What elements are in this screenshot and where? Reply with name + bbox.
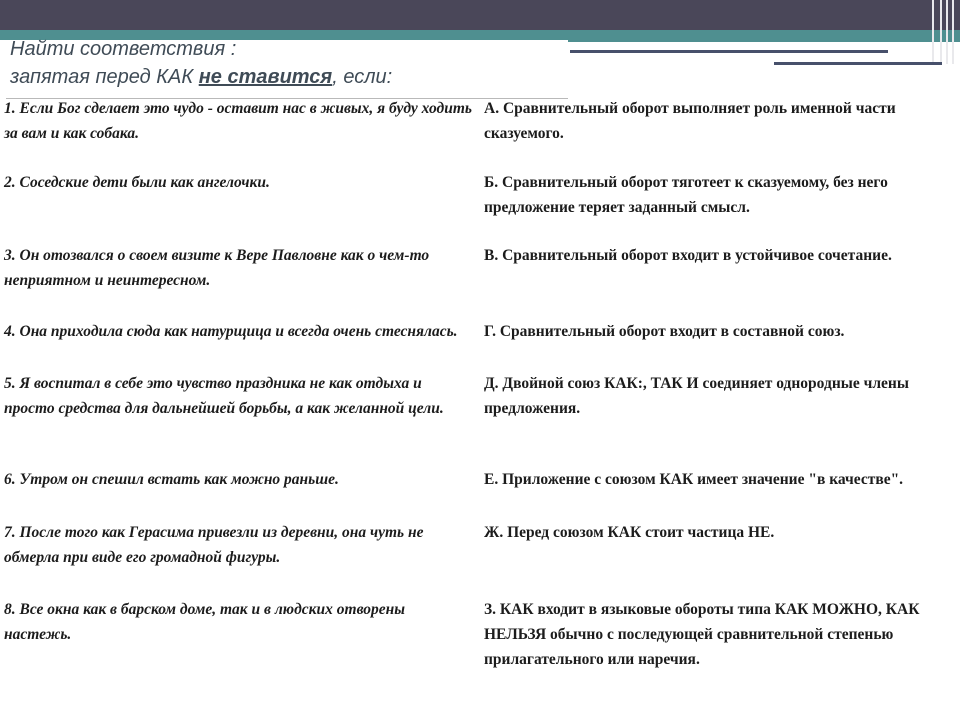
sentence-item: 6. Утром он спешил встать как можно раньше. (4, 471, 339, 488)
sentence-item: 1. Если Бог сделает это чудо - оставит нас в живых, я буду ходить за вам и как собака. (4, 100, 472, 142)
rule-item: Г. Сравнительный оборот входит в составной союз. (484, 323, 845, 340)
rule-item: А. Сравнительный оборот выполняет роль именной части сказуемого. (484, 100, 896, 142)
rule-item: В. Сравнительный оборот входит в устойчивое сочетание. (484, 247, 892, 264)
decor-stripe (940, 0, 942, 64)
subtitle-prefix: запятая перед КАК (10, 66, 199, 88)
decor-line (570, 50, 888, 53)
sentence-item: 7. После того как Герасима привезли из деревни, она чуть не обмерла при виде его громадной фигуры. (4, 524, 424, 566)
rule-item: З. КАК входит в языковые обороты типа КАК МОЖНО, КАК НЕЛЬЗЯ обычно с последующей сравнительной степенью прилагательного или наречия. (484, 601, 920, 668)
decor-line (774, 62, 942, 65)
rule-item: Б. Сравнительный оборот тяготеет к сказуемому, без него предложение теряет заданный смысл. (484, 174, 888, 216)
slide-title (10, 38, 236, 61)
sentence-item: 5. Я воспитал в себе это чувство праздника не как отдыха и просто средства для дальнейшей борьбы, а как желанной цели. (4, 375, 444, 417)
sentence-item: 8. Все окна как в барском доме, так и в людских отворены настежь. (4, 601, 406, 643)
slide-subtitle (10, 66, 392, 89)
sentence-item: 3. Он отозвался о своем визите к Вере Павловне как о чем-то неприятном и неинтересном. (4, 247, 430, 289)
subtitle-emphasis: не ставится (198, 66, 333, 88)
subtitle-suffix: , если: (332, 66, 393, 88)
rule-item: Ж. Перед союзом КАК стоит частица НЕ. (484, 524, 775, 541)
title-line-1: Найти соответствия : (10, 38, 237, 60)
decor-stripe (952, 0, 954, 64)
decor-stripe (946, 0, 948, 64)
decor-stripe (932, 0, 934, 64)
sentence-item: 4. Она приходила сюда как натурщица и всегда очень стеснялась. (4, 323, 458, 340)
sentence-item: 2. Соседские дети были как ангелочки. (4, 174, 270, 191)
top-banner (0, 0, 960, 30)
rule-item: Е. Приложение с союзом КАК имеет значение "в качестве". (484, 471, 904, 488)
rule-item: Д. Двойной союз КАК:, ТАК И соединяет однородные члены предложения. (484, 375, 909, 417)
